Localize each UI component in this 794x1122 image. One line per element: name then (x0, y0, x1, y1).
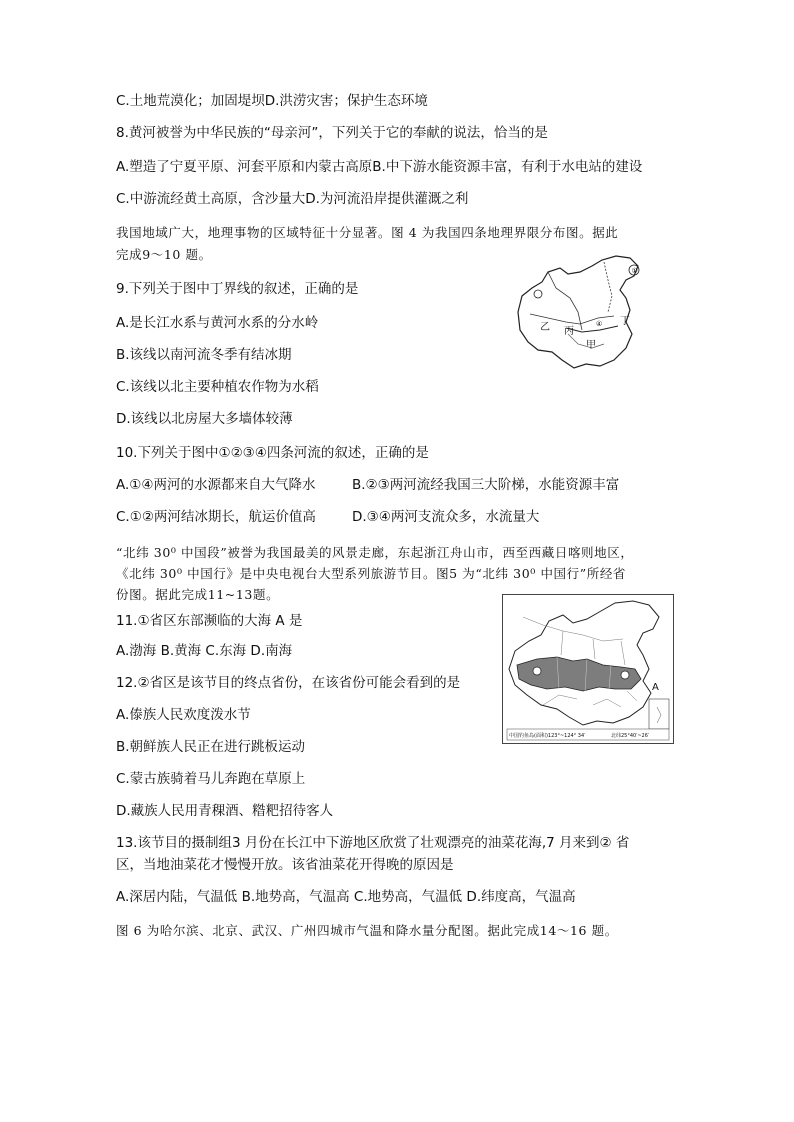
q13-stem-line1: 13.该节目的摄制组3 月份在长江中下游地区欣赏了壮观漂亮的油菜花海,7 月来到② 省 (116, 835, 630, 851)
map2-caption-right: 北纬25°40′~26′ (611, 733, 650, 739)
q10-option-c: C.①②两河结冰期长，航运价值高 (116, 509, 316, 525)
intro1-line1: 我国地域广大，地理事物的区域特征十分显著。图 4 为我国四条地理界限分布图。据此 (116, 225, 619, 240)
q8-stem: 8.黄河被誉为中华民族的“母亲河”，下列关于它的奉献的说法，恰当的是 (116, 125, 548, 141)
intro2-line2: 《北纬 30⁰ 中国行》是中央电视台大型系列旅游节目。图5 为“北纬 30⁰ 中国行”所经省 (116, 566, 627, 581)
q8-options-cd: C.中游流经黄土高原，含沙量大D.为河流沿岸提供灌溉之利 (116, 191, 469, 207)
map1-label-1: ① (631, 267, 638, 275)
q11-options: A.渤海 B.黄海 C.东海 D.南海 (116, 643, 293, 659)
q12-option-a: A.傣族人民欢度泼水节 (116, 707, 251, 723)
intro2-line3: 份图。据此完成11~13题。 (116, 587, 280, 602)
map1-label-ding: 丁 (620, 316, 630, 327)
q9-option-a: A.是长江水系与黄河水系的分水岭 (116, 315, 319, 331)
map2-label-a: A (652, 682, 659, 693)
q13-stem-line2: 区，当地油菜花才慢慢开放。该省油菜花开得晚的原因是 (116, 857, 454, 873)
q13-options: A.深居内陆，气温低 B.地势高，气温高 C.地势高，气温低 D.纬度高，气温高 (116, 889, 576, 905)
map1-label-yi: 乙 (540, 322, 550, 333)
intro1-line2: 完成9～10 题。 (116, 247, 212, 262)
latitude-30-map (502, 594, 674, 744)
q12-option-c: C.蒙古族骑着马儿奔跑在草原上 (116, 771, 306, 787)
q12-stem: 12.②省区是该节目的终点省份，在该省份可能会看到的是 (116, 675, 461, 691)
q9-option-d: D.该线以北房屋大多墙体较薄 (116, 411, 293, 427)
intro3-line1: 图 6 为哈尔滨、北京、武汉、广州四城市气温和降水量分配图。据此完成14～16 题。 (116, 923, 618, 938)
q10-option-b: B.②③两河流经我国三大阶梯，水能资源丰富 (352, 477, 620, 493)
map1-label-bing: 丙 (564, 326, 574, 337)
q10-option-a: A.①④两河的水源都来自大气降水 (116, 477, 316, 493)
china-provinces-map (503, 595, 673, 743)
china-outline-map (508, 252, 648, 374)
intro2-line1: “北纬 30⁰ 中国段”被誉为我国最美的风景走廊，东起浙江舟山市，西至西藏日喀则地区， (116, 545, 634, 560)
q10-option-d: D.③④两河支流众多，水流量大 (352, 509, 540, 525)
q9-stem: 9.下列关于图中丁界线的叙述，正确的是 (116, 281, 359, 297)
q12-option-d: D.藏族人民用青稞酒、糌粑招待客人 (116, 803, 334, 819)
q7-options-cd: C.土地荒漠化；加固堤坝D.洪涝灾害；保护生态环境 (116, 93, 428, 109)
boundary-map (508, 252, 648, 374)
q12-option-b: B.朝鲜族人民正在进行跳板运动 (116, 739, 306, 755)
q9-option-c: C.该线以北主要种植农作物为水稻 (116, 379, 319, 395)
map1-label-jia: 甲 (586, 340, 596, 351)
q8-options-ab: A.塑造了宁夏平原、河套平原和内蒙古高原B.中下游水能资源丰富，有利于水电站的建设 (116, 159, 643, 175)
map2-caption-left: 中国钓鱼岛(面积)123°~124° 34′ (509, 733, 586, 739)
q9-option-b: B.该线以南河流冬季有结冰期 (116, 347, 292, 363)
map1-label-4: ④ (596, 320, 603, 328)
q10-stem: 10.下列关于图中①②③④四条河流的叙述，正确的是 (116, 445, 429, 461)
q11-stem: 11.①省区东部濒临的大海 A 是 (116, 613, 303, 629)
